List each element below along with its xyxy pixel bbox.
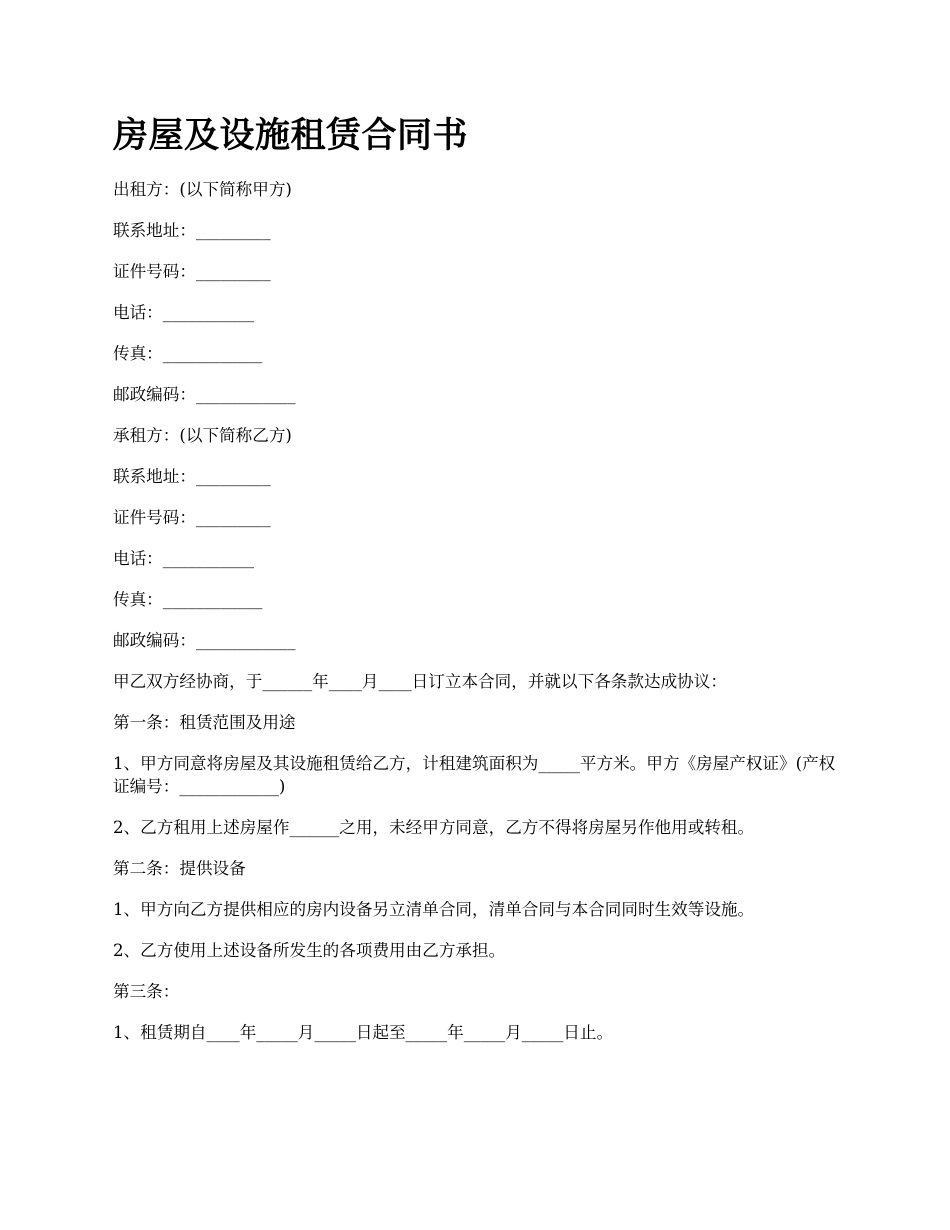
lessee-line: 承租方：(以下简称乙方): [113, 426, 292, 445]
article-3-clause-1: 1、租赁期自____年_____月_____日起至_____年_____月_____日止。: [113, 1023, 614, 1042]
lessee-fax-line: 传真：____________: [113, 590, 263, 609]
lessee-address-line: 联系地址：_________: [113, 467, 271, 486]
document-title: 房屋及设施租赁合同书: [113, 115, 469, 156]
lessor-line: 出租方：(以下简称甲方): [113, 180, 292, 199]
article-1-heading: 第一条：租赁范围及用途: [113, 713, 296, 732]
article-2-heading: 第二条：提供设备: [113, 859, 246, 878]
lessor-address-line: 联系地址：_________: [113, 221, 271, 240]
lessee-postcode-line: 邮政编码：____________: [113, 631, 296, 650]
lessee-phone-line: 电话：___________: [113, 549, 255, 568]
article-1-clause-2: 2、乙方租用上述房屋作______之用，未经甲方同意，乙方不得将房屋另作他用或转租。: [113, 818, 755, 837]
agreement-intro: 甲乙双方经协商，于______年____月____日订立本合同，并就以下各条款达成协议：: [113, 672, 727, 691]
lessor-postcode-line: 邮政编码：____________: [113, 385, 296, 404]
article-1-clause-1: 1、甲方同意将房屋及其设施租赁给乙方，计租建筑面积为_____平方米。甲方《房屋产权证》(产权证编号：____________): [113, 754, 836, 796]
lessor-fax-line: 传真：____________: [113, 344, 263, 363]
lessor-phone-line: 电话：___________: [113, 303, 255, 322]
article-3-heading: 第三条：: [113, 982, 180, 1001]
document-page: [113, 112, 843, 1062]
lessee-id-line: 证件号码：_________: [113, 508, 271, 527]
article-2-clause-2: 2、乙方使用上述设备所发生的各项费用由乙方承担。: [113, 941, 506, 960]
lessor-id-line: 证件号码：_________: [113, 262, 271, 281]
article-2-clause-1: 1、甲方向乙方提供相应的房内设备另立清单合同，清单合同与本合同同时生效等设施。: [113, 900, 755, 919]
